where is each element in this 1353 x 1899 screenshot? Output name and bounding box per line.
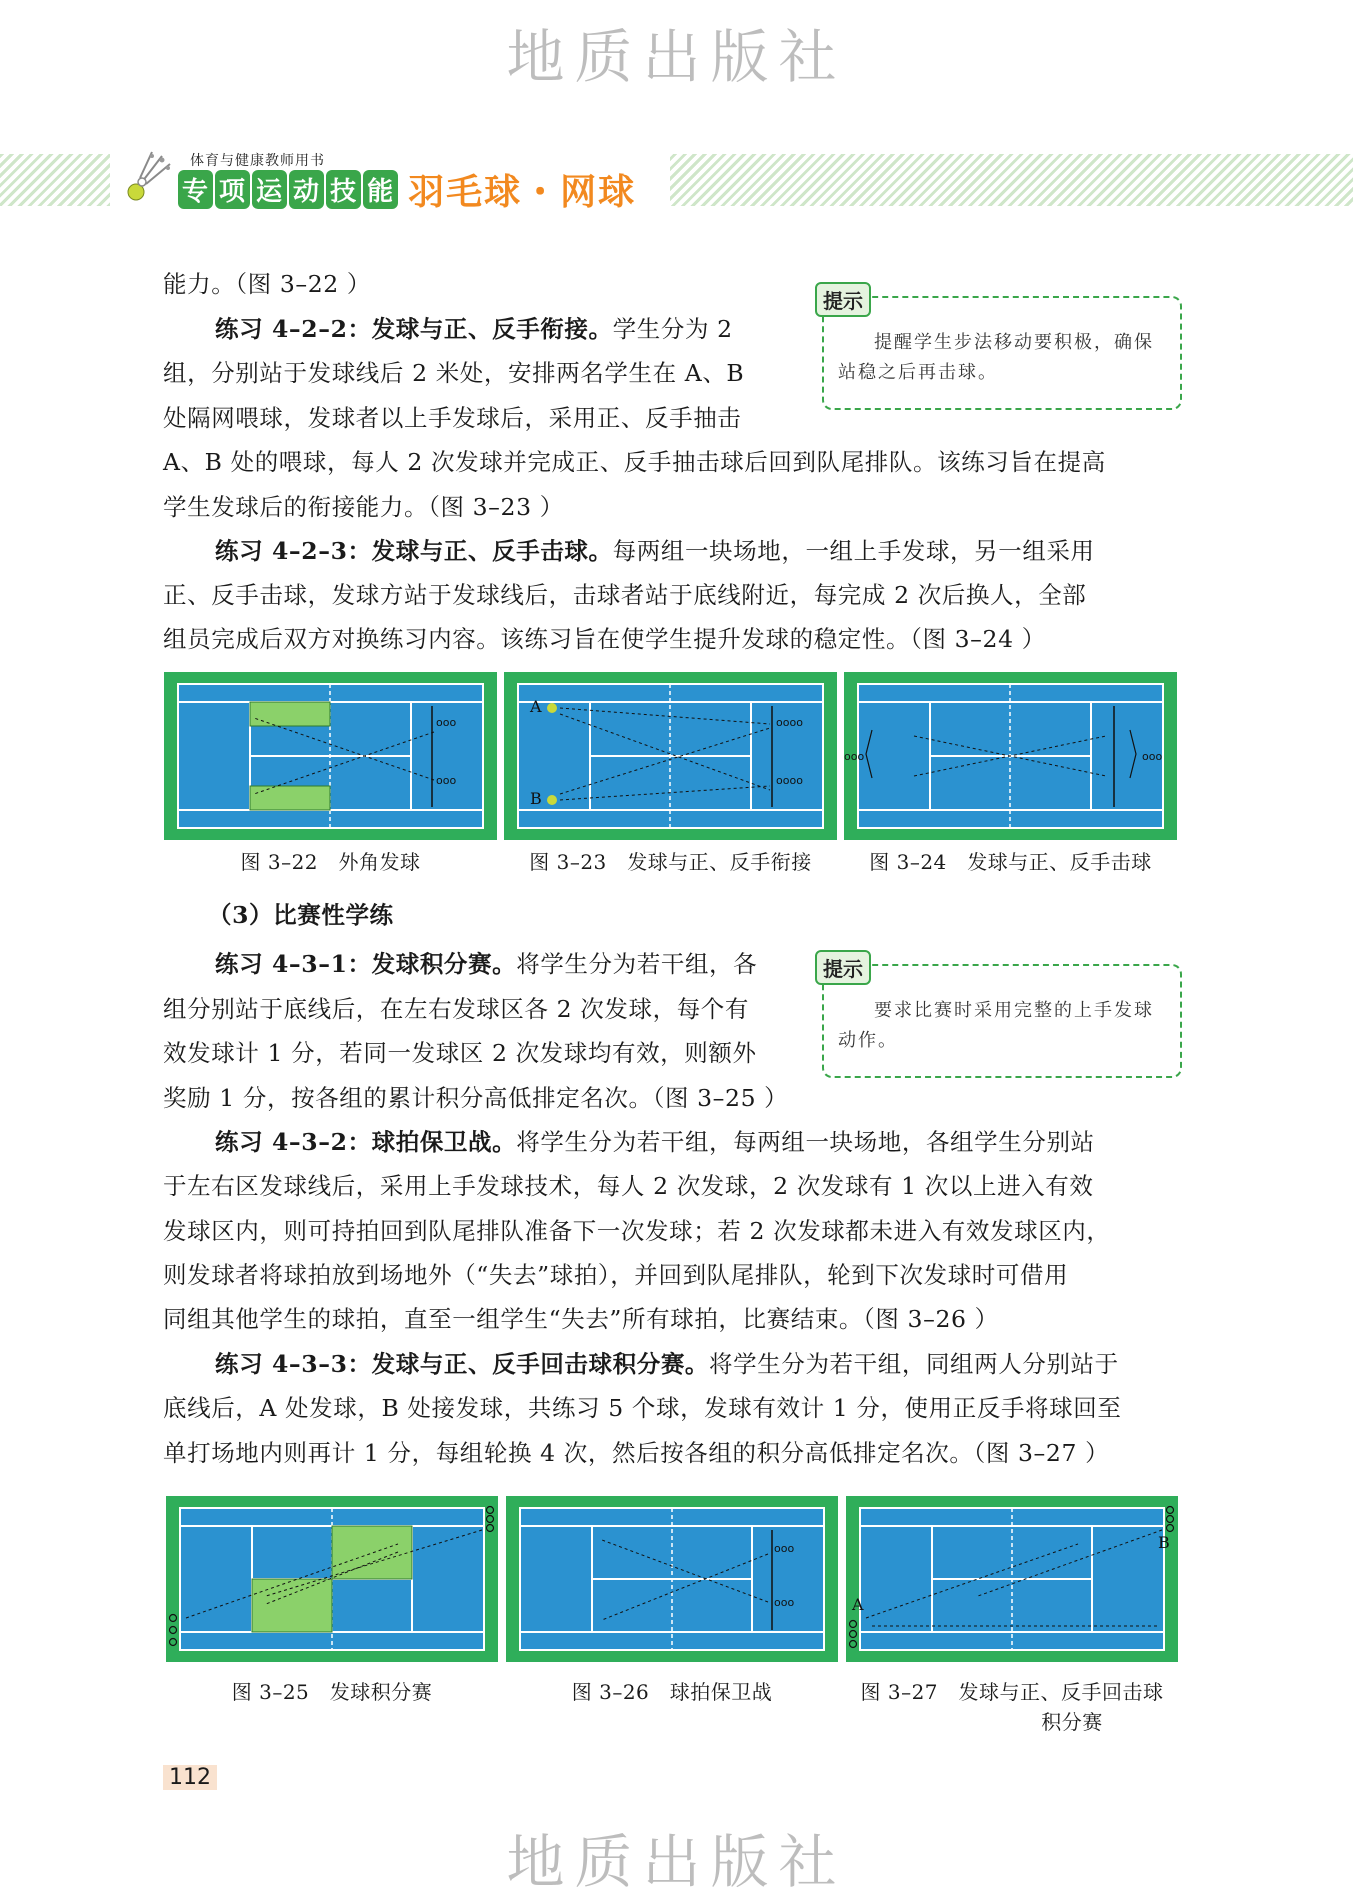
figure-3-26-court <box>506 1496 838 1662</box>
text-line: 组分别站于底线后，在左右发球区各 2 次发球，每个有 <box>163 995 749 1023</box>
figure-caption <box>846 1676 1178 1705</box>
point-label: A <box>530 697 542 716</box>
text-line: 则发球者将球拍放到场地外（“失去”球拍），并回到队尾排队，轮到下次发球时可借用 <box>163 1261 1069 1289</box>
exercise-title: 练习 4–3–3：发球与正、反手回击球积分赛。 <box>215 1350 710 1378</box>
figure-title: 发球与正、反手击球 <box>967 850 1152 874</box>
text-line: 组，分别站于发球线后 2 米处，安排两名学生在 A、B <box>163 359 745 387</box>
figure-title: 发球积分赛 <box>329 1680 433 1704</box>
tip-label: 提示 <box>815 282 871 317</box>
exercise-title: 练习 4–2–3：发球与正、反手击球。 <box>215 537 613 565</box>
tip-box <box>822 964 1182 1078</box>
figure-number: 图 3–26 <box>571 1680 650 1704</box>
figure-caption <box>166 1676 498 1705</box>
header-pill: 专 <box>178 170 213 209</box>
book-title: 羽毛球・网球 <box>408 172 637 213</box>
header-pill: 动 <box>289 170 324 209</box>
series-name: 体育与健康教师用书 <box>190 153 325 169</box>
exercise-4-3-2-line1 <box>215 1120 1095 1165</box>
player-marks: ooo <box>436 774 457 787</box>
watermark-top: 地质出版社 <box>506 23 847 91</box>
figure-3-24-court <box>844 672 1177 840</box>
exercise-title: 练习 4–3–1：发球积分赛。 <box>215 950 517 978</box>
player-marks: ooo <box>774 1542 795 1555</box>
figure-title: 发球与正、反手回击球 <box>958 1680 1164 1704</box>
exercise-title: 练习 4–2–2：发球与正、反手衔接。 <box>215 315 613 343</box>
figure-3-23-court <box>504 672 837 840</box>
player-marks: ooo <box>774 1596 795 1609</box>
header-pill: 项 <box>215 170 250 209</box>
figure-title: 发球与正、反手衔接 <box>627 850 812 874</box>
tip-box <box>822 296 1182 410</box>
tip-text: 要求比赛时采用完整的上手发球动作。 <box>838 1000 1154 1051</box>
point-label: B <box>1158 1533 1170 1552</box>
figure-title-line2: 积分赛 <box>1041 1710 1103 1734</box>
text-line: 组员完成后双方对换练习内容。该练习旨在使学生提升发球的稳定性。（图 3–24 ） <box>163 625 1046 653</box>
section-heading: （3）比赛性学练 <box>208 901 394 929</box>
figure-number: 图 3–22 <box>240 850 319 874</box>
book-title-row <box>178 164 636 215</box>
exercise-4-2-2-line1 <box>215 307 733 352</box>
text-line: A、B 处的喂球，每人 2 次发球并完成正、反手抽击球后回到队尾排队。该练习旨在提高 <box>163 448 1106 476</box>
exercise-4-2-3-line1 <box>215 529 1095 574</box>
text-line: 学生分为 2 <box>612 315 733 343</box>
player-marks: ooo <box>436 716 457 729</box>
text-line: 学生发球后的衔接能力。（图 3–23 ） <box>163 493 564 521</box>
figure-3-22-court <box>164 672 497 840</box>
text-line: 奖励 1 分，按各组的累计积分高低排定名次。（图 3–25 ） <box>163 1084 789 1112</box>
tip-label: 提示 <box>815 950 871 985</box>
text-line: 单打场地内则再计 1 分，每组轮换 4 次，然后按各组的积分高低排定名次。（图 3–27 ） <box>163 1439 1110 1467</box>
text-line: 于左右区发球线后，采用上手发球技术，每人 2 次发球，2 次发球有 1 次以上进入有效 <box>163 1172 1094 1200</box>
text-line: 同组其他学生的球拍，直至一组学生“失去”所有球拍，比赛结束。（图 3–26 ） <box>163 1305 999 1333</box>
header-pill: 技 <box>326 170 361 209</box>
figure-title: 外角发球 <box>338 850 421 874</box>
text-line: 效发球计 1 分，若同一发球区 2 次发球均有效，则额外 <box>163 1039 757 1067</box>
figure-number: 图 3–24 <box>869 850 947 874</box>
text-line: 将学生分为若干组，各 <box>516 950 758 978</box>
exercise-title: 练习 4–3–2：球拍保卫战。 <box>215 1128 517 1156</box>
text-line: 将学生分为若干组，同组两人分别站于 <box>709 1350 1119 1378</box>
figure-3-25-court <box>166 1496 498 1662</box>
player-marks: ooo <box>844 750 865 763</box>
page-number: 112 <box>163 1765 217 1790</box>
figure-caption <box>164 846 497 875</box>
figure-3-27-court <box>846 1496 1178 1662</box>
figure-caption <box>844 846 1177 875</box>
header-pill: 能 <box>363 170 398 209</box>
exercise-4-3-3-line1 <box>215 1342 1119 1387</box>
figure-title: 球拍保卫战 <box>669 1680 773 1704</box>
header-pill: 运 <box>252 170 287 209</box>
text-line: 每两组一块场地，一组上手发球，另一组采用 <box>612 537 1095 565</box>
player-marks: ooo <box>1142 750 1163 763</box>
player-marks: oooo <box>776 774 803 787</box>
text-line: 发球区内，则可持拍回到队尾排队准备下一次发球；若 2 次发球都未进入有效发球区内， <box>163 1217 1111 1245</box>
text-line: 处隔网喂球，发球者以上手发球后，采用正、反手抽击 <box>163 404 742 432</box>
text-line: 将学生分为若干组，每两组一块场地，各组学生分别站 <box>516 1128 1095 1156</box>
figure-caption <box>504 846 837 875</box>
text-line: 底线后，A 处发球，B 处接发球，共练习 5 个球，发球有效计 1 分，使用正反手将球回至 <box>163 1394 1122 1422</box>
tip-text: 提醒学生步法移动要积极，确保站稳之后再击球。 <box>838 332 1154 383</box>
point-label: B <box>530 789 542 808</box>
figure-number: 图 3–25 <box>231 1680 310 1704</box>
figure-caption <box>506 1676 838 1705</box>
figure-number: 图 3–27 <box>860 1680 939 1704</box>
player-marks: oooo <box>776 716 803 729</box>
text-line: 正、反手击球，发球方站于发球线后，击球者站于底线附近，每完成 2 次后换人，全部 <box>163 581 1087 609</box>
watermark-bottom: 地质出版社 <box>506 1828 847 1896</box>
figure-number: 图 3–23 <box>529 850 607 874</box>
text-line: 能力。（图 3–22 ） <box>163 270 371 298</box>
exercise-4-3-1-line1 <box>215 942 757 987</box>
point-label: A <box>852 1595 864 1614</box>
shuttlecock-logo-icon <box>122 148 178 206</box>
